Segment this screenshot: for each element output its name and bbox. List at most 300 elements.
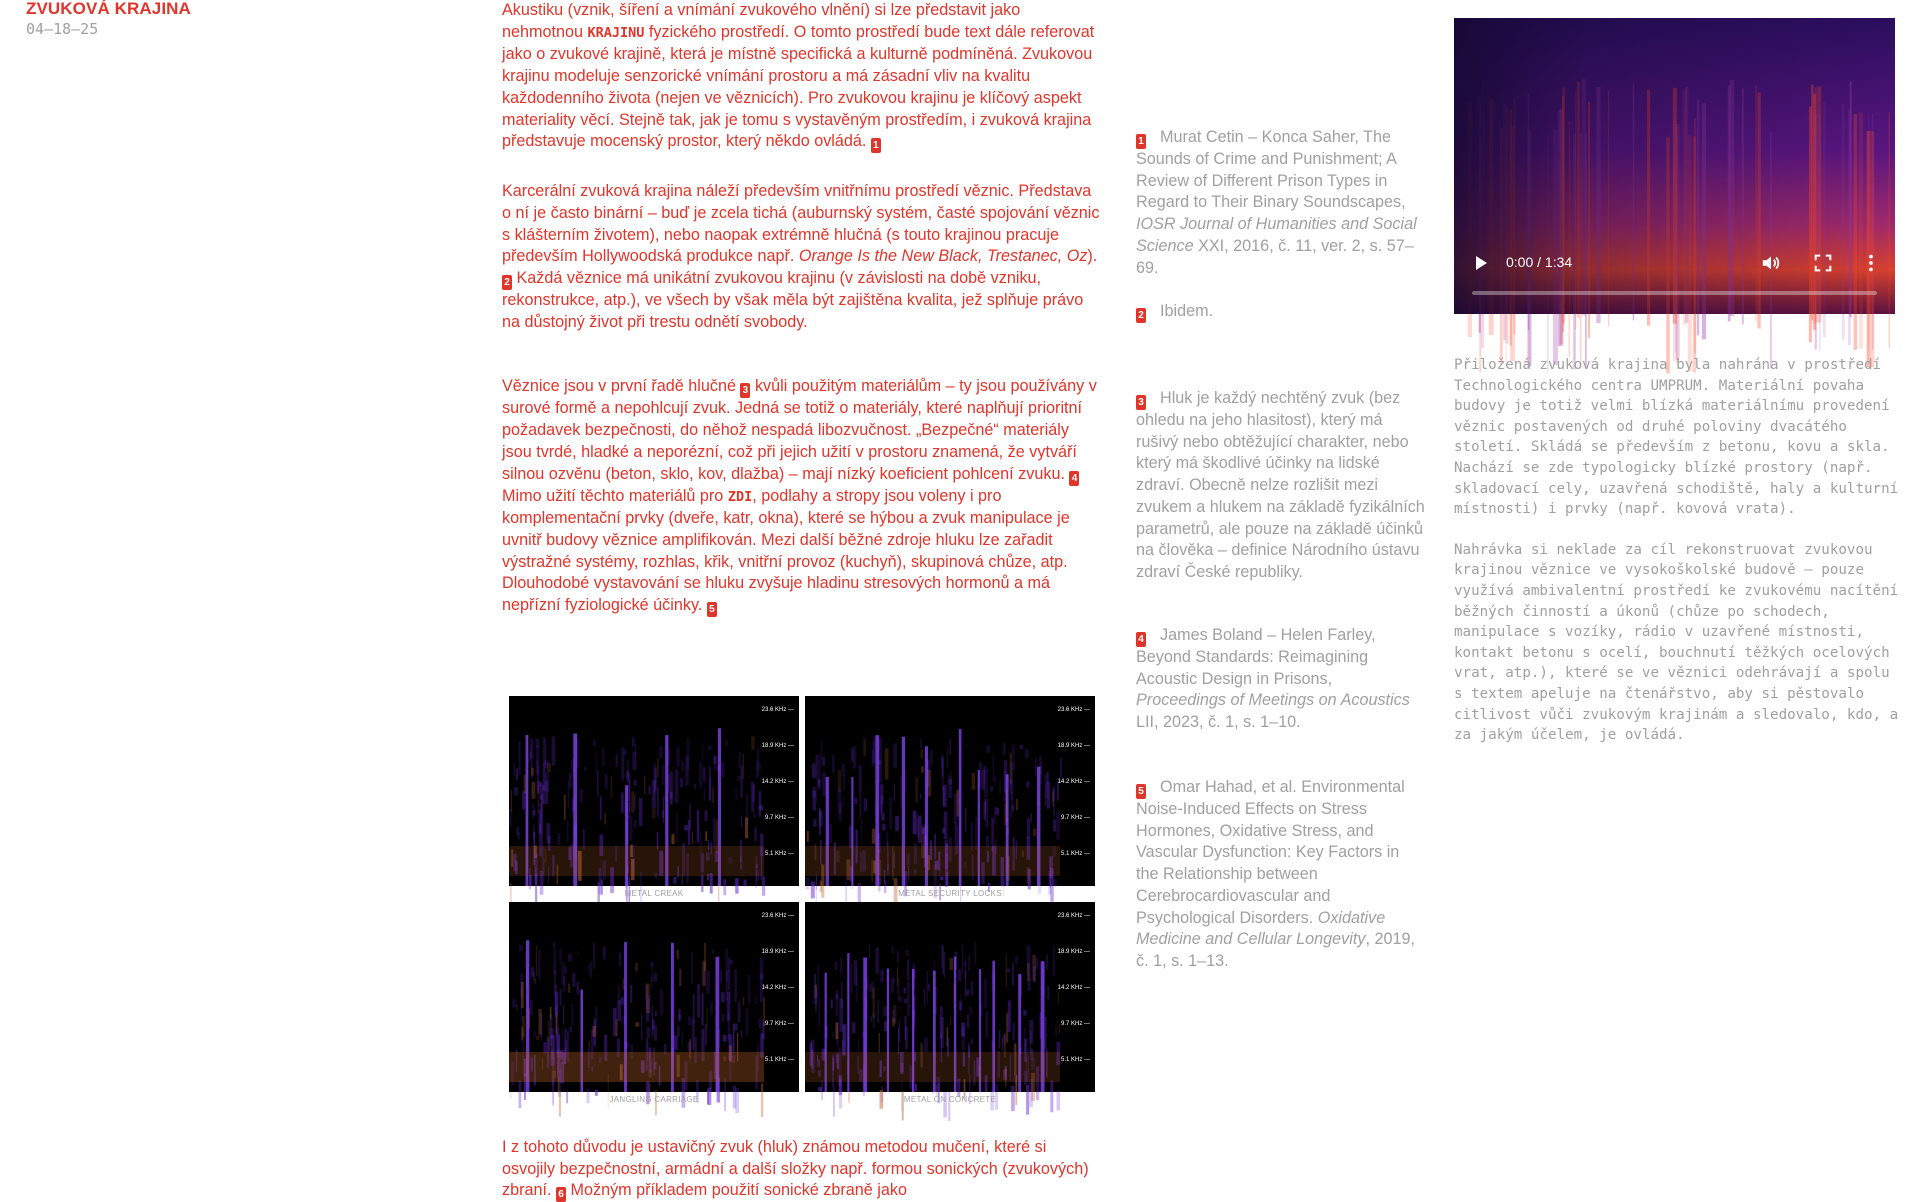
spectrogram-texture	[950, 739, 952, 755]
spectrogram-texture	[920, 739, 922, 749]
spectrogram-texture	[701, 993, 703, 1025]
spectrogram-texture	[873, 987, 876, 1018]
spectrogram-texture	[895, 816, 899, 831]
spectrogram-texture	[511, 790, 512, 812]
spectrogram-texture	[516, 768, 518, 780]
spectrogram-texture	[693, 995, 695, 1024]
spectrogram-texture	[1010, 811, 1012, 817]
spectrogram-texture	[590, 962, 592, 977]
spectrogram-texture	[832, 755, 834, 774]
spectrogram-texture	[1047, 772, 1049, 783]
spectrogram-texture	[958, 970, 961, 981]
spectrogram-texture	[755, 996, 757, 1004]
frequency-label: 9.7 KHz —	[764, 1021, 794, 1027]
spectrogram-texture	[1056, 812, 1060, 840]
spectrogram-texture	[821, 740, 822, 766]
more-options-icon[interactable]	[1860, 252, 1882, 274]
spectrogram-texture	[882, 968, 884, 982]
spectrogram-texture	[687, 739, 690, 770]
video-progress-bar[interactable]	[1472, 291, 1877, 295]
page-header	[26, 0, 191, 40]
recording-description	[1454, 355, 1899, 766]
spectrogram-texture	[709, 767, 711, 800]
spectrogram-texture	[543, 738, 546, 764]
footnote-text: James Boland – Helen Farley, Beyond Standards: Reimagining Acoustic Design in Prisons,	[1136, 626, 1376, 688]
spectrogram-texture	[739, 752, 741, 768]
spectrogram-texture	[975, 817, 977, 850]
spectrogram-texture	[1060, 758, 1062, 779]
spectrogram-texture	[840, 957, 843, 975]
spectrogram-texture	[519, 741, 521, 774]
spectrogram-band	[805, 1052, 1060, 1082]
spectrogram-texture	[577, 951, 578, 955]
spectrogram-texture	[530, 1000, 533, 1015]
frequency-label: 14.2 KHz —	[761, 985, 794, 991]
spectrogram-texture	[568, 954, 572, 961]
spectrogram-caption: METAL CREAK	[624, 889, 684, 898]
spectrogram-texture	[560, 989, 562, 1005]
spectrogram-texture	[816, 785, 817, 803]
spectrogram-texture	[600, 797, 602, 821]
audio-video-player[interactable]	[1454, 18, 1895, 314]
spectrogram-texture	[705, 810, 708, 821]
spectrogram-texture	[872, 829, 876, 844]
spectrogram-texture	[647, 1027, 650, 1038]
spectrogram-texture	[950, 1018, 951, 1026]
footnote-italic: Oxidative Medicine and Cellular Longevity	[1136, 908, 1386, 949]
footnote-ref-1[interactable]: 1	[871, 138, 881, 153]
spectrogram-texture	[882, 813, 885, 820]
footnote-number: 3	[1136, 395, 1146, 410]
footnote-text: Ibidem.	[1160, 302, 1214, 320]
spectrogram-texture	[877, 1001, 879, 1023]
spectrogram-texture	[812, 764, 816, 779]
spectrogram-caption: JANGLING CARRIAGE	[609, 1095, 699, 1104]
text-span: , podlahy a stropy jsou voleny i pro komplementační prvky (dveře, katr, okna), které se hýbou a zvuk manipulace je uvnitř budovy věznice amplifikován. Mezi další běžné zdroje hluku lze zařadit výstražné systémy, rozhlas, křik, vnitřní provoz (kuchyň), skupinová chůze, atp. Dlouhodobé vystavování se hluku zvyšuje hladinu stresových hormonů a má nepřízní fyziologické účinky.	[502, 486, 1070, 615]
spectrogram-texture	[819, 811, 821, 818]
spectrogram-texture	[744, 880, 747, 887]
text-span: I z tohoto důvodu je ustavičný zvuk (hluk) známou metodou mučení, které si osvojily bezpečnostní, armádní a další složky např. formou sonických (zvukových) zbraní.	[502, 1138, 1089, 1200]
spectrogram-texture	[538, 802, 540, 806]
fullscreen-icon[interactable]	[1812, 252, 1834, 274]
spectrogram-texture	[657, 787, 659, 817]
spectrogram-texture	[641, 1015, 642, 1041]
spectrogram-texture	[554, 963, 555, 968]
spectrogram-texture	[644, 776, 645, 795]
spectrogram-texture	[996, 808, 1000, 815]
frequency-label: 14.2 KHz —	[1057, 779, 1090, 785]
spectrogram-texture	[1058, 992, 1060, 1004]
spectrogram-texture	[906, 950, 910, 956]
text-span: Každá věznice má unikátní zvukovou krajinu (v závislosti na době vzniku, rekonstrukce, atp.), ve všech by však měla být zajištěna kvalita, jež splňuje právo na důstojný život při trestu odnětí svobody.	[502, 269, 1084, 331]
spectrogram-texture	[706, 1007, 707, 1030]
spectrogram-texture	[713, 818, 715, 849]
spectrogram-texture	[634, 780, 637, 786]
footnote-text: Omar Hahad, et al. Environmental Noise-Induced Effects on Stress Hormones, Oxidative Stress, and Vascular Dysfunction: Key Factors in the Relationship between Cerebrocardiovascular and Psychological Disorders.	[1136, 778, 1405, 927]
spectrogram-texture	[965, 961, 966, 979]
spectrogram-texture	[692, 832, 693, 844]
spectrogram-texture	[1020, 745, 1024, 749]
spectrogram-texture	[514, 763, 515, 776]
spectrogram-texture	[971, 981, 973, 995]
footnote-4	[1136, 625, 1426, 734]
spectrogram-texture	[559, 948, 562, 963]
spectrogram-texture	[673, 877, 677, 884]
spectrogram-texture	[965, 808, 967, 832]
spectrogram-texture	[663, 796, 664, 823]
spectrogram-texture	[838, 789, 842, 814]
spectrogram-texture	[1030, 813, 1032, 822]
spectrogram-texture	[741, 816, 742, 827]
spectrogram-texture	[904, 988, 907, 994]
text-span: Možným příkladem použití sonické zbraně jako	[566, 1181, 907, 1200]
spectrogram-texture	[920, 794, 921, 799]
spectrogram-texture	[860, 793, 861, 817]
spectrogram-texture	[596, 752, 597, 777]
spectrogram-texture	[671, 834, 674, 844]
footnote-number: 1	[1136, 134, 1146, 149]
spectrogram-texture	[593, 740, 595, 746]
spectrogram-texture	[894, 784, 895, 801]
spectrogram-texture	[746, 794, 748, 826]
spectrogram-texture	[634, 820, 636, 828]
spectrogram-texture	[649, 995, 651, 1013]
spectrogram-texture	[568, 984, 570, 993]
spectrogram-texture	[570, 1026, 573, 1032]
spectrogram-texture	[675, 770, 679, 804]
spectrogram-texture	[986, 836, 989, 847]
spectrogram-texture	[1008, 1001, 1011, 1033]
text-span: fyzického prostředí. O tomto prostředí bude text dále referovat jako o zvukové krajině, která je místně specifická a kulturně podmíněná. Zvukovou krajinu modeluje senzorické vnímání prostoru a má zásadní vliv na kvalitu každodenního života (nejen ve věznicích). Pro zvukovou krajinu je klíčový aspekt materiality věcí. Stejně tak, jak je tomu s vystavěným prostředím, i zvuková krajina představuje mocenský prostor, který někdo ovládá.	[502, 22, 1095, 151]
spectrogram-texture	[509, 809, 512, 827]
spectrogram-texture	[875, 948, 879, 974]
paragraph-2	[502, 181, 1102, 333]
spectrogram-texture	[635, 1022, 639, 1027]
spectrogram-texture	[697, 984, 700, 1017]
spectrogram-texture	[822, 772, 826, 796]
spectrogram-texture	[565, 966, 568, 973]
frequency-label: 440 Hz —	[767, 1093, 794, 1099]
footnote-ref-4[interactable]: 4	[1069, 471, 1079, 486]
spectrogram-texture	[519, 945, 523, 951]
spectrogram-texture	[816, 755, 818, 780]
text-span: Věznice jsou v první řadě hlučné	[502, 377, 741, 396]
spectrogram-texture	[682, 1033, 683, 1046]
spectrogram-texture	[751, 782, 754, 813]
spectrogram-texture	[751, 736, 755, 750]
spectrogram-texture	[545, 761, 549, 769]
frequency-label: 9.7 KHz —	[1060, 815, 1090, 821]
spectrogram-texture	[741, 766, 743, 798]
spectrogram-texture	[521, 982, 524, 1008]
spectrogram-texture	[968, 955, 970, 971]
spectrogram-panel	[509, 696, 799, 893]
frequency-label: 23.6 KHz —	[761, 913, 794, 919]
spectrogram-texture	[1025, 749, 1029, 758]
spectrogram-texture	[754, 813, 756, 818]
spectrogram-texture	[819, 997, 820, 1027]
spectrogram-texture	[537, 781, 541, 787]
spectrogram-texture	[533, 972, 535, 981]
spectrogram-texture	[621, 997, 625, 1005]
spectrogram-texture	[721, 992, 725, 1002]
spectrogram-texture	[759, 805, 763, 810]
spectrogram-texture	[702, 962, 706, 986]
spectrogram-texture	[721, 763, 725, 777]
spectrogram-texture	[514, 787, 518, 795]
spectrogram-texture	[691, 952, 692, 984]
spectrogram-texture	[512, 999, 516, 1007]
spectrogram-texture	[748, 975, 750, 1004]
spectrogram-texture	[918, 815, 922, 843]
spectrogram-texture	[563, 1031, 564, 1051]
spectrogram-texture	[699, 762, 702, 788]
keyword-zdi: ZDI	[727, 488, 753, 505]
spectrogram-texture	[676, 812, 677, 842]
spectrogram-texture	[564, 795, 566, 820]
footnote-ref-5[interactable]: 5	[707, 602, 717, 617]
spectrogram-texture	[1045, 1017, 1047, 1048]
spectrogram-texture	[746, 1008, 749, 1035]
spectrogram-texture	[1002, 1037, 1003, 1050]
spectrogram-texture	[984, 979, 987, 1008]
spectrogram-texture	[534, 1031, 536, 1036]
spectrogram-texture	[677, 950, 680, 959]
footnote-2	[1136, 301, 1426, 323]
spectrogram-texture	[723, 1035, 727, 1042]
spectrogram-texture	[928, 824, 929, 831]
spectrogram-texture	[872, 742, 874, 763]
spectrogram-texture	[881, 795, 883, 814]
spectrogram-texture	[807, 831, 809, 842]
volume-icon[interactable]	[1760, 252, 1782, 274]
spectrogram-texture	[869, 944, 870, 959]
spectrogram-texture	[818, 779, 821, 789]
spectrogram-texture	[1047, 987, 1049, 1000]
spectrogram-texture	[905, 1027, 908, 1050]
spectrogram-texture	[836, 994, 839, 1000]
spectrogram-texture	[754, 827, 757, 841]
recording-paragraph-2: Nahrávka si neklade za cíl rekonstruovat zvukovou krajinou věznice ve vysokoškolské budově – pouze využívá ambivalentní prostředí ke zvukovému nacítění běžných činností a úkonů (chůze po schodech, manipulace s vozíky, rádio v uzavřené místnosti, kontakt betonu s ocelí, bouchnutí těžkých ocelových vrat, atp.), které se ve věznici odehrávají a spolu s textem apeluje na čtenářstvo, aby si pěstovalo citlivost vůči zvukovým krajinám a sledovalo, kdo, a za jakým účelem, je ovládá.	[1454, 541, 1899, 744]
spectrogram-texture	[883, 1007, 887, 1016]
spectrogram-caption: METAL SECURITY LOCKS	[898, 889, 1002, 898]
spectrogram-texture	[639, 798, 642, 826]
spectrogram-texture	[915, 777, 918, 802]
spectrogram-texture	[694, 784, 696, 789]
frequency-label: 440 Hz —	[1063, 887, 1090, 893]
spectrogram-texture	[605, 775, 608, 789]
spectrogram-texture	[758, 763, 761, 771]
spectrogram-texture	[858, 1037, 859, 1052]
spectrogram-texture	[659, 746, 663, 758]
spectrogram-texture	[1046, 955, 1048, 970]
spectrogram-caption: METAL ON CONCRETE	[903, 1095, 997, 1104]
spectrogram-texture	[972, 773, 976, 790]
spectrogram-texture	[602, 749, 605, 766]
spectrogram-texture	[921, 767, 924, 773]
spectrogram-texture	[567, 821, 569, 843]
spectrogram-texture	[741, 1030, 743, 1037]
spectrogram-texture	[629, 816, 632, 840]
spectrogram-texture	[969, 1007, 972, 1015]
spectrogram-texture	[924, 1038, 928, 1052]
text-span: kvůli použitým materiálům – ty jsou používány v surové formě a nepohlcují zvuk. Jedná se totiž o materiály, které naplňují prioritní požadavek bezpečnosti, do něhož nespadá libozvučnost. „Bezpečné“ materiály jsou tvrdé, hladké a neporézní, což při jejich užití v prostoru znamená, že vytváří silnou ozvěnu (beton, sklo, kov, dlažba) – mají nízký koeficient pohlcení zvuku.	[502, 377, 1097, 483]
spectrogram-texture	[546, 773, 550, 792]
spectrogram-texture	[1011, 792, 1014, 810]
spectrogram-texture	[943, 785, 947, 808]
spectrogram-texture	[921, 749, 924, 758]
spectrogram-texture	[604, 813, 606, 825]
spectrogram-texture	[1053, 946, 1055, 976]
spectrogram-texture	[730, 960, 733, 965]
spectrogram-texture	[635, 963, 638, 972]
spectrogram-texture	[522, 791, 525, 809]
spectrogram-texture	[1045, 775, 1046, 806]
spectrogram-texture	[679, 969, 681, 987]
frequency-label: 5.1 KHz —	[764, 851, 794, 857]
spectrogram-texture	[621, 793, 624, 813]
footnote-italic: Proceedings of Meetings on Acoustics	[1136, 691, 1410, 710]
footnote-text: Murat Cetin – Konca Saher, The Sounds of Crime and Punishment; A Review of Different Prison Types in Regard to Their Binary Soundscapes,	[1136, 128, 1406, 212]
spectrogram-texture	[654, 1025, 658, 1040]
footnote-ref-6[interactable]: 6	[556, 1187, 566, 1202]
spectrogram-texture	[654, 764, 657, 793]
spectrogram-texture	[904, 998, 908, 1003]
spectrogram-texture	[706, 971, 709, 994]
spectrogram-texture	[907, 982, 910, 1016]
spectrogram-texture	[538, 950, 541, 980]
footnote-italic: IOSR Journal of Humanities and Social Science	[1136, 215, 1417, 255]
spectrogram-texture	[1027, 818, 1030, 838]
spectrogram-texture	[835, 1022, 838, 1039]
play-icon[interactable]	[1476, 256, 1487, 270]
spectrogram-texture	[966, 990, 970, 996]
spectrogram-texture	[993, 755, 994, 781]
spectrogram-texture	[677, 1026, 680, 1037]
footnote-number: 2	[1136, 308, 1146, 323]
spectrogram-texture	[962, 946, 963, 974]
frequency-label: 23.6 KHz —	[1057, 913, 1090, 919]
spectrogram-texture	[893, 743, 897, 767]
spectrogram-band	[509, 846, 764, 876]
frequency-label: 18.9 KHz —	[761, 949, 794, 955]
spectrogram-texture	[861, 818, 862, 842]
spectrogram-texture	[1055, 1026, 1057, 1036]
frequency-label: 5.1 KHz —	[1060, 851, 1090, 857]
spectrogram-texture	[1016, 799, 1018, 810]
spectrogram-texture	[654, 973, 657, 982]
spectrogram-graphic	[805, 696, 1095, 893]
spectrogram-texture	[682, 761, 684, 771]
footnote-3	[1136, 388, 1426, 584]
spectrogram-texture	[898, 1028, 899, 1055]
spectrogram-texture	[714, 756, 716, 771]
spectrogram-texture	[915, 1084, 917, 1091]
spectrogram-texture	[603, 947, 606, 960]
spectrogram-texture	[944, 812, 948, 840]
spectrogram-texture	[630, 985, 632, 1003]
spectrogram-texture	[879, 752, 882, 783]
keyword-krajinu: KRAJINU	[587, 24, 645, 41]
spectrogram-texture	[677, 748, 680, 767]
spectrogram-texture	[557, 833, 560, 845]
spectrogram-texture	[817, 965, 819, 998]
spectrogram-texture	[962, 1026, 966, 1050]
spectrogram-texture	[619, 952, 621, 966]
frequency-label: 23.6 KHz —	[1057, 707, 1090, 713]
spectrogram-texture	[1033, 966, 1035, 983]
spectrogram-texture	[708, 745, 712, 750]
spectrogram-texture	[897, 978, 899, 995]
spectrogram-texture	[1004, 771, 1005, 802]
spectrogram-texture	[1012, 964, 1014, 986]
spectrogram-texture	[1053, 802, 1055, 817]
spectrogram-texture	[871, 1016, 872, 1021]
spectrogram-texture	[889, 798, 892, 829]
spectrogram-texture	[842, 765, 844, 777]
page-date: 04–18–25	[26, 20, 99, 38]
spectrogram-texture	[678, 1009, 680, 1021]
footnote-tail: LII, 2023, č. 1, s. 1–10.	[1136, 713, 1301, 732]
spectrogram-texture	[1046, 782, 1050, 809]
spectrogram-texture	[670, 772, 673, 799]
footnote-number: 4	[1136, 632, 1146, 647]
spectrogram-texture	[1054, 879, 1057, 887]
spectrogram-texture	[853, 746, 857, 769]
frequency-label: 23.6 KHz —	[761, 707, 794, 713]
spectrogram-texture	[722, 1014, 724, 1022]
spectrogram-texture	[703, 767, 706, 781]
frequency-label: 18.9 KHz —	[761, 743, 794, 749]
spectrogram-texture	[726, 741, 728, 746]
footnote-ref-3[interactable]: 3	[740, 383, 750, 398]
spectrogram-texture	[1036, 958, 1039, 969]
spectrogram-texture	[854, 798, 857, 804]
spectrogram-texture	[818, 1087, 822, 1091]
text-span: Akustiku (vznik, šíření a vnímání zvukového vlnění) si lze představit jako nehmotnou	[502, 1, 1021, 41]
spectrogram-texture	[839, 1079, 842, 1109]
spectrogram-texture	[589, 1041, 590, 1049]
spectrogram-texture	[646, 993, 648, 1009]
spectrogram-texture	[1015, 956, 1018, 964]
spectrogram-graphic	[509, 696, 799, 893]
spectrogram-texture	[633, 752, 637, 770]
spectrogram-texture	[856, 968, 858, 1002]
spectrogram-texture	[823, 757, 826, 766]
footnote-tail: XXI, 2016, č. 11, ver. 2, s. 57–69.	[1136, 236, 1414, 277]
spectrogram-texture	[834, 962, 837, 970]
frequency-label: 5.1 KHz —	[764, 1057, 794, 1063]
spectrogram-texture	[986, 745, 990, 752]
spectrogram-texture	[959, 1001, 962, 1010]
spectrogram-texture	[870, 984, 872, 992]
frequency-label: 14.2 KHz —	[1057, 985, 1090, 991]
spectrogram-texture	[693, 1020, 695, 1050]
spectrogram-texture	[652, 809, 656, 818]
page-title: ZVUKOVÁ KRAJINA	[26, 0, 191, 18]
spectrogram-texture	[688, 1017, 692, 1025]
spectrogram-texture	[572, 1004, 574, 1026]
spectrogram-texture	[806, 877, 810, 889]
spectrogram-band	[805, 846, 1060, 876]
footnote-ref-2[interactable]: 2	[502, 275, 512, 290]
spectrogram-texture	[629, 780, 630, 813]
spectrogram-texture	[882, 824, 886, 831]
spectrogram-texture	[710, 1002, 713, 1015]
spectrogram-texture	[536, 1036, 540, 1041]
spectrogram-texture	[657, 758, 659, 777]
spectrogram-texture	[886, 832, 888, 846]
